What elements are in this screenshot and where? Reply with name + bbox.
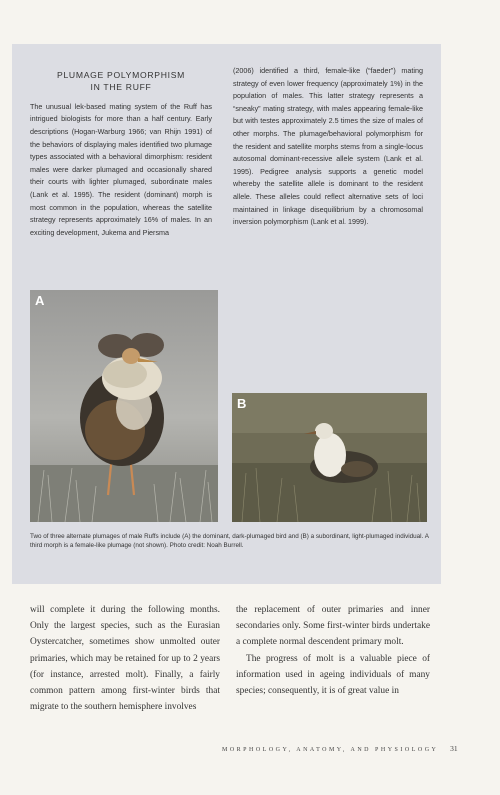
body-right-paragraph-2: The progress of molt is a valuable piece of information used in ageing individuals of many species; consequently, it is of great value in <box>236 653 430 697</box>
photo-a-label: A <box>35 293 45 308</box>
photo-b-image <box>232 393 427 522</box>
running-head: MORPHOLOGY, ANATOMY, AND PHYSIOLOGY <box>222 747 439 753</box>
sidebar-right-column <box>233 65 423 229</box>
sidebar-left-text: The unusual lek-based mating system of the Ruff has intrigued biologists for more than a half century. Early descriptions (Hogan-Warburg 1966; van Rhijn 1991) of the behaviors of displaying males identified two plumage types associated with a behavioral dimorphism: resident males were darker plumaged and occasionally shared their courts with lighter plumaged, subordinate males (Lank et al. 1995). The resident (dominant) morph is most common in the population, whereas the satellite strategy represents approximately 16% of males. In an exciting development, Jukema and Piersma <box>30 101 212 237</box>
sidebar-right-text: (2006) identified a third, female-like (“faeder”) mating strategy of even lower frequency (approximately 1%) in the population of males. This latter strategy represents a “sneaky” mating strategy, with males appearing female-like but with testes approximately 2.5 times the size of males of other morphs. The plumage/behavioral polymorphism for the resident and satellite morphs stems from a single-locus autosomal dominant-recessive allele system (Lank et al. 1995). Pedigree analysis supports a genetic model whereby the satellite allele is dominant to the resident allele. These alleles could reflect alternative sets of loci maintained in linkage disequilibrium by a chromosomal inversion polymorphism (Lank et al. 1999). <box>233 66 423 227</box>
sidebar-title-line1: PLUMAGE POLYMORPHISM <box>57 70 185 80</box>
body-left-paragraph: will complete it during the following months. Only the largest species, such as the Eurasian Oystercatcher, sometimes show unmolted outer primaries, which may be retained for up to 2 years (for instance, arrested molt). Finally, a fairly common pattern among first-winter birds that migrate to the southern hemisphere involves <box>30 605 220 713</box>
body-right-column <box>236 602 430 699</box>
body-left-column <box>30 602 220 715</box>
page-number: 31 <box>450 744 458 753</box>
photo-b-light-ruff <box>232 393 427 522</box>
figure-caption: Two of three alternate plumages of male Ruffs include (A) the dominant, dark-plumaged bird and (B) a subordinant, light-plumaged individual. A third morph is a female-like plumage (not shown). Photo credit: Noah Burrell. <box>30 533 429 550</box>
photo-a-image <box>30 290 218 522</box>
sidebar-title <box>30 69 212 94</box>
body-right-paragraph-1: the replacement of outer primaries and inner secondaries only. Some first-winter birds undertake a complete normal descendent primary molt. <box>236 605 430 648</box>
sidebar-title-line2: IN THE RUFF <box>90 82 152 93</box>
photo-b-label: B <box>237 396 247 411</box>
page-footer <box>222 744 458 753</box>
photo-a-dark-ruff <box>30 290 218 522</box>
sidebar-left-column <box>30 63 212 239</box>
